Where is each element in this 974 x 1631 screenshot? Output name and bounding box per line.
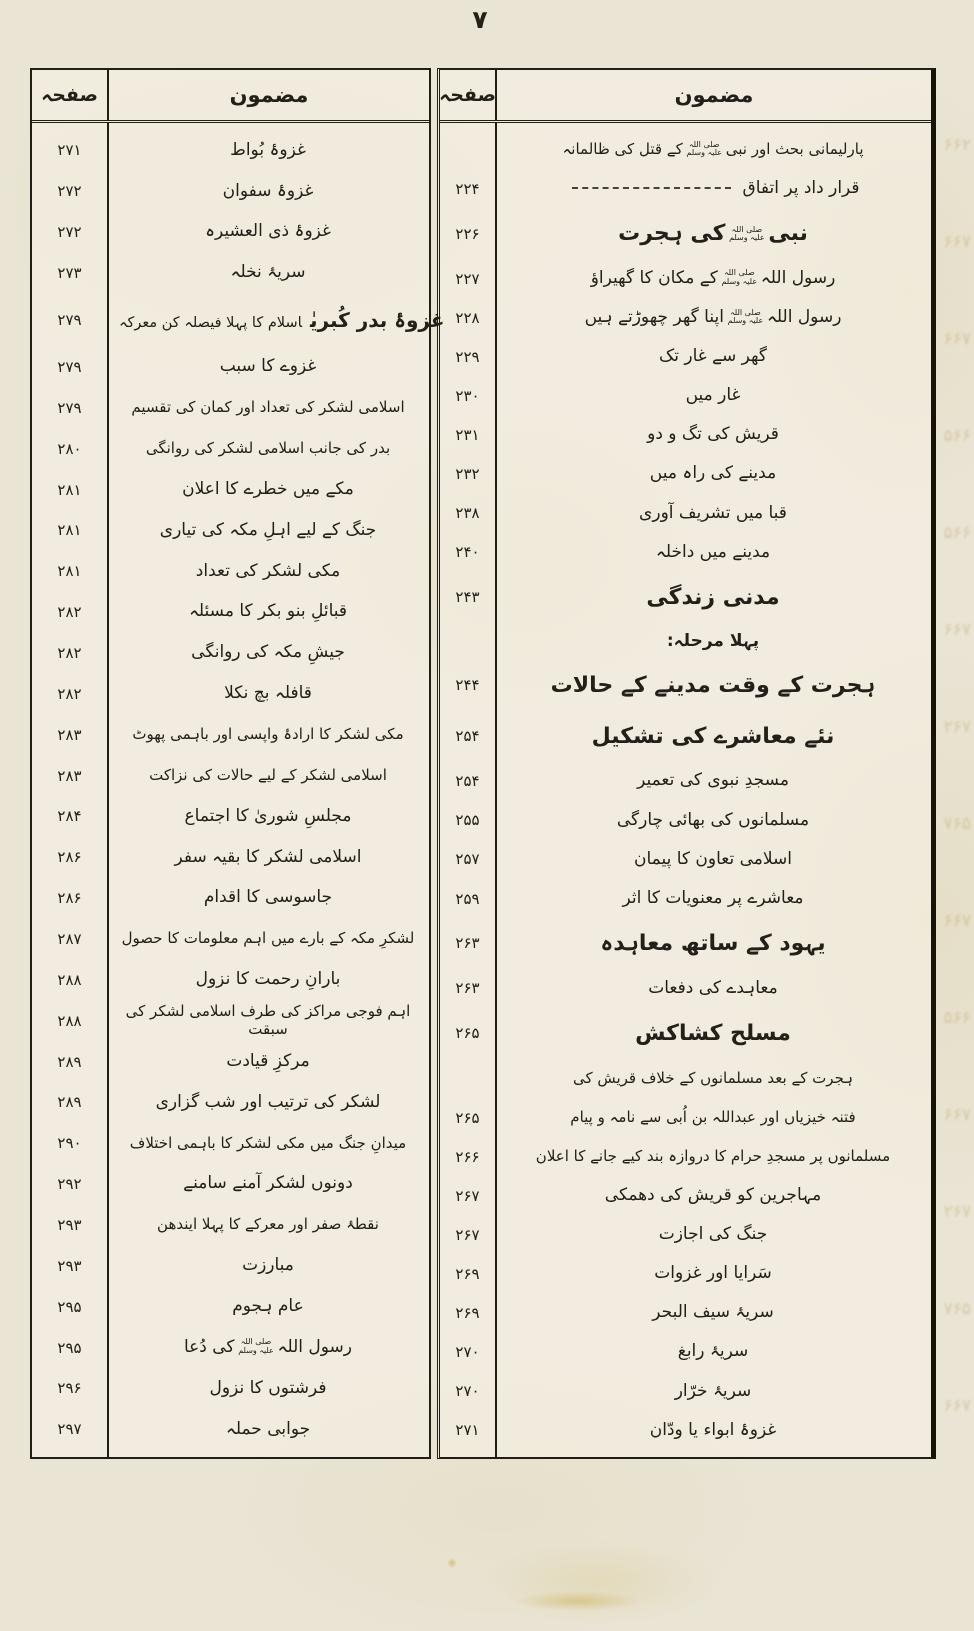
entry-text: گھر سے غار تک	[659, 346, 767, 367]
toc-row	[440, 337, 931, 376]
page-number: ۲۶۵	[455, 1024, 480, 1043]
toc-body-left	[32, 123, 445, 1457]
toc-header-right	[440, 70, 931, 123]
page-number: ۲۸۹	[57, 1052, 82, 1071]
entry-title	[495, 771, 931, 791]
page-number: ۲۴۴	[455, 676, 480, 695]
entry-title	[107, 888, 429, 908]
entry-text: سریۂ سیف البحر	[652, 1302, 774, 1323]
toc-row	[32, 1409, 429, 1450]
entry-text: مدنی زندگی	[646, 584, 780, 610]
toc-row	[440, 1059, 931, 1098]
page-number: ۲۷۰	[455, 1343, 480, 1362]
page-number: ۲۹۳	[57, 1216, 82, 1235]
page-number: ۲۸۰	[57, 439, 82, 458]
ink-bleedthrough: ۲۶۷	[943, 1202, 971, 1222]
toc-row	[32, 1000, 429, 1041]
entry-text: قافلہ بچ نکلا	[224, 683, 312, 704]
entry-title	[107, 480, 429, 500]
toc-row	[440, 494, 931, 533]
page-number: ۲۵۷	[455, 850, 480, 869]
entry-title	[495, 979, 931, 999]
page-number: ۲۲۶	[455, 224, 480, 243]
entry-text: مرکزِ قیادت	[226, 1050, 310, 1071]
toc-header-left	[32, 70, 429, 123]
page-number: ۲۸۷	[57, 930, 82, 949]
toc-row	[440, 455, 931, 494]
toc-table-left	[30, 68, 445, 1459]
entry-text: سریۂ نخلہ	[230, 262, 306, 283]
entry-text: سریۂ خرّار	[674, 1380, 752, 1401]
entry-title	[107, 970, 429, 990]
page-number: ۲۸۴	[57, 807, 82, 826]
entry-text: اہم فوجی مراکز کی طرف اسلامی لشکر کی سبقت	[125, 1002, 411, 1038]
entry-text: اسلامی لشکر کا بقیہ سفر	[174, 846, 362, 867]
toc-table-right	[437, 68, 936, 1459]
page-number: ۲۶۷	[455, 1225, 480, 1244]
page-number: ۲۸۶	[57, 848, 82, 867]
entry-text: مکی لشکر کا ارادۂ واپسی اور باہمی پھوٹ	[132, 725, 404, 744]
toc-row	[32, 469, 429, 510]
toc-row	[32, 755, 429, 796]
entry-text: عام ہجوم	[232, 1295, 304, 1316]
toc-row	[440, 623, 931, 660]
page-number: ۲۶۷	[455, 1186, 480, 1205]
entry-title	[495, 673, 931, 698]
entry-subtitle: اسلام کا پہلا فیصلہ کن معرکہ	[119, 314, 303, 331]
toc-row	[32, 1245, 429, 1286]
entry-title	[495, 931, 931, 956]
ink-bleedthrough: ۵۶۶	[943, 523, 971, 543]
page-number: ۲۸۸	[57, 970, 82, 989]
page-number: ۲۶۳	[455, 979, 480, 998]
entry-title	[107, 1003, 429, 1038]
toc-row	[440, 840, 931, 879]
page-number: ۲۸۳	[57, 766, 82, 785]
honorific-mark: صلی اللہ علیہ وسلم	[686, 140, 723, 158]
toc-row	[32, 1327, 429, 1368]
toc-row	[440, 298, 931, 337]
page-number: ۲۹۵	[57, 1338, 82, 1357]
toc-row	[440, 1008, 931, 1059]
entry-text: مہاجرین کو قریش کی دھمکی	[604, 1184, 822, 1205]
entry-title	[107, 643, 429, 663]
entry-text: بارانِ رحمت کا نزول	[195, 969, 341, 990]
entry-title	[107, 602, 429, 622]
toc-row	[440, 1176, 931, 1215]
entry-title	[495, 269, 931, 289]
entry-title	[107, 1093, 429, 1113]
toc-row	[440, 1372, 931, 1411]
page-number: ۲۲۸	[455, 308, 480, 327]
entry-text: پہلا مرحلہ:	[666, 630, 760, 651]
toc-row	[32, 1286, 429, 1327]
toc-row	[32, 1164, 429, 1205]
page-number: ۲۷۱	[57, 141, 82, 160]
page-number: ۲۳۸	[455, 504, 480, 523]
toc-row	[32, 959, 429, 1000]
page-number: ۲۸۸	[57, 1011, 82, 1030]
entry-title	[107, 1420, 429, 1440]
ink-bleedthrough: ۲۶۷	[943, 717, 971, 737]
page-number: ۲۲۹	[455, 347, 480, 366]
entry-title	[495, 811, 931, 831]
entry-title	[495, 632, 931, 652]
page-number: ۲۸۱	[57, 521, 82, 540]
honorific-mark: صلی اللہ علیہ وسلم	[721, 268, 758, 286]
page-number: ۲۷۳	[57, 264, 82, 282]
entry-title	[495, 464, 931, 484]
header-subject-label: مضمون	[229, 82, 309, 107]
entry-text: رسول اللہ	[760, 267, 836, 288]
page-number: ۲۵۴	[455, 727, 480, 746]
entry-title	[107, 930, 429, 947]
toc-row	[440, 130, 931, 169]
toc-row	[440, 169, 931, 208]
entry-title	[495, 1148, 931, 1165]
entry-text: مسلمانوں پر مسجدِ حرام کا دروازہ بند کیے جانے کا اعلان	[535, 1147, 891, 1165]
toc-row	[32, 387, 429, 428]
page-number: ۲۸۶	[57, 889, 82, 908]
entry-text: مسلح کشاکش	[635, 1020, 791, 1046]
toc-row	[32, 1368, 429, 1409]
entry-title	[495, 425, 931, 445]
entry-text: کی ہجرت	[618, 220, 726, 246]
entry-title	[495, 386, 931, 406]
entry-text: کے مکان کا گھیراؤ	[590, 267, 718, 288]
entry-title	[495, 850, 931, 870]
toc-row	[440, 1411, 931, 1450]
toc-row	[32, 171, 429, 212]
entry-title	[107, 399, 429, 416]
page-number: ۲۷۲	[57, 223, 82, 242]
entry-text: غزوۂ بُواط	[230, 139, 306, 160]
page-number: ۲۸۱	[57, 480, 82, 499]
toc-row	[440, 533, 931, 572]
entry-text: غزوۂ بدر کُبریٰ	[310, 307, 445, 332]
ink-bleedthrough: ۶۶۷	[943, 911, 971, 931]
column-divider	[107, 123, 109, 1457]
toc-row	[440, 762, 931, 801]
ink-bleedthrough: ۷۶۵	[943, 1299, 971, 1319]
page-number: ۲۶۹	[455, 1264, 480, 1283]
entry-title	[107, 726, 429, 743]
page-number: ۲۶۳	[455, 934, 480, 953]
page-number: ۲۹۷	[57, 1420, 82, 1439]
page-number: ۲۴۰	[455, 543, 480, 562]
page-number: ۲۸۲	[57, 644, 82, 662]
entry-title	[107, 1297, 429, 1317]
page-number: ۲۸۹	[57, 1093, 82, 1112]
page-number: ۲۹۳	[57, 1256, 82, 1275]
entry-text: سَرایا اور غزوات	[654, 1263, 772, 1284]
entry-text: دونوں لشکر آمنے سامنے	[183, 1173, 353, 1194]
entry-title	[107, 141, 429, 161]
entry-text: ہجرت کے بعد مسلمانوں کے خلاف قریش کی	[572, 1068, 854, 1087]
entry-text: مکے میں خطرے کا اعلان	[182, 478, 354, 499]
entry-text: اسلامی لشکر کے لیے حالات کی نزاکت	[149, 765, 387, 784]
entry-title	[107, 182, 429, 202]
entry-title	[107, 309, 449, 332]
entry-title	[495, 141, 931, 158]
toc-row	[32, 714, 429, 755]
ink-bleedthrough: ۶۶۷	[943, 620, 971, 640]
page-number: ۲۲۴	[455, 179, 480, 198]
ink-bleedthrough: ۶۶۷	[943, 329, 971, 349]
entry-text: میدانِ جنگ میں مکی لشکر کا باہمی اختلاف	[129, 1133, 407, 1152]
entry-text: رسول اللہ	[766, 306, 842, 327]
entry-text: لشکرِ مکہ کے بارے میں اہم معلومات کا حصول	[121, 929, 415, 948]
entry-title	[495, 308, 931, 328]
page-number: ۲۷۱	[455, 1421, 480, 1440]
entry-text: نبی	[768, 220, 808, 246]
toc-row	[32, 1123, 429, 1164]
entry-title	[107, 440, 429, 457]
entry-text: مدینے میں داخلہ	[655, 541, 771, 562]
page-number: ۲۷۲	[57, 182, 82, 201]
entry-title	[495, 889, 931, 909]
entry-text: غار میں	[685, 385, 741, 406]
page-number: ۲۷۹	[57, 357, 82, 376]
entry-text: غزوۂ ذی العشیرہ	[205, 221, 331, 242]
page-number: ۲۷۰	[455, 1382, 480, 1401]
entry-text: اپنا گھر چھوڑتے ہیں	[584, 306, 724, 327]
toc-row	[32, 796, 429, 837]
dashed-leader	[572, 187, 730, 189]
entry-title	[107, 562, 429, 582]
entry-text: جنگ کے لیے اہلِ مکہ کی تیاری	[159, 519, 377, 540]
entry-title	[107, 521, 429, 541]
page-number: ۲۳۰	[455, 386, 480, 405]
entry-title	[495, 1382, 931, 1402]
page-number: ۲۹۰	[57, 1134, 82, 1153]
entry-text: فرشتوں کا نزول	[209, 1377, 327, 1398]
toc-row	[440, 376, 931, 415]
entry-text: پارلیمانی بحث اور نبی	[725, 139, 864, 158]
toc-row	[32, 130, 429, 171]
entry-text: قبا میں تشریف آوری	[639, 502, 787, 523]
page-number: ۲۳۲	[455, 465, 480, 484]
entry-title	[495, 1021, 931, 1046]
entry-title	[107, 357, 429, 377]
page-number: ۲۷۹	[57, 398, 82, 417]
toc-body-right	[440, 123, 931, 1457]
page-number: ۲۸۳	[57, 725, 82, 744]
entry-title	[495, 1264, 931, 1284]
entry-title	[107, 1379, 429, 1399]
entry-text: معاہدے کی دفعات	[648, 977, 778, 998]
entry-text: معاشرے پر معنویات کا اثر	[622, 887, 804, 908]
honorific-mark: صلی اللہ علیہ وسلم	[729, 224, 765, 242]
entry-title	[107, 807, 429, 827]
entry-text: غزوۂ سفوان	[222, 180, 314, 201]
entry-title	[495, 347, 931, 367]
toc-row	[32, 1205, 429, 1246]
entry-text: قبائلِ بنو بکر کا مسئلہ	[188, 601, 348, 622]
honorific-mark: صلی اللہ علیہ وسلم	[727, 307, 764, 325]
ink-bleedthrough: ۶۶۷	[943, 232, 971, 252]
toc-row	[32, 878, 429, 919]
entry-text: سریۂ رابغ	[677, 1341, 749, 1362]
entry-text: نئے معاشرے کی تشکیل	[591, 723, 835, 749]
header-page-label: صفحہ	[440, 70, 497, 120]
entry-title	[107, 222, 429, 242]
ink-bleedthrough: ۵۶۶	[943, 1008, 971, 1028]
toc-row	[32, 293, 445, 346]
entry-text: قرار داد پر اتفاق	[742, 177, 860, 198]
page-number: ۲۲۷	[455, 269, 480, 288]
entry-text: کے قتل کی ظالمانہ	[562, 139, 683, 158]
entry-text: یہود کے ساتھ معاہدہ	[600, 930, 826, 956]
page-number: ۲۶۵	[455, 1108, 480, 1127]
entry-text: مکی لشکر کی تعداد	[195, 560, 341, 581]
entry-title	[495, 1421, 931, 1441]
entry-text: رسول اللہ	[277, 1336, 353, 1357]
entry-text: اسلامی تعاون کا پیمان	[633, 848, 793, 869]
entry-text: مدینے کی راہ میں	[649, 463, 777, 484]
page-number: ۲۶۶	[455, 1147, 480, 1166]
toc-row	[32, 551, 429, 592]
toc-row	[440, 1215, 931, 1254]
page-number: ۲۹۶	[57, 1379, 82, 1398]
toc-row	[440, 1254, 931, 1293]
toc-row	[440, 1333, 931, 1372]
toc-row	[440, 879, 931, 918]
entry-text: مجلسِ شوریٰ کا اجتماع	[184, 805, 352, 826]
honorific-mark: صلی اللہ علیہ وسلم	[238, 1337, 274, 1355]
page-number: ۲۹۲	[57, 1175, 82, 1194]
toc-row	[440, 801, 931, 840]
page-number-top: ۷	[472, 5, 488, 34]
toc-row	[32, 673, 429, 714]
toc-row	[440, 259, 931, 298]
entry-text: اسلامی لشکر کی تعداد اور کمان کی تقسیم	[131, 398, 405, 417]
page-number: ۲۸۲	[57, 603, 82, 622]
entry-text: مبارزت	[242, 1255, 294, 1276]
entry-title	[107, 1338, 429, 1358]
toc-row	[32, 633, 429, 674]
toc-row	[440, 918, 931, 969]
entry-text: مسجدِ نبوی کی تعمیر	[637, 770, 789, 791]
entry-title	[107, 767, 429, 784]
ink-bleedthrough: ۶۶۷	[943, 1396, 971, 1416]
ink-bleedthrough: ۵۶۶	[943, 426, 971, 446]
toc-row	[440, 1137, 931, 1176]
toc-row	[440, 416, 931, 455]
entry-title	[495, 543, 931, 563]
entry-title	[107, 1216, 429, 1233]
toc-row	[32, 253, 429, 294]
entry-text: جاسوسی کا اقدام	[203, 887, 333, 908]
entry-title	[107, 1052, 429, 1072]
page-number: ۲۳۱	[455, 426, 480, 445]
page-number: ۲۵۴	[455, 772, 480, 791]
toc-row	[32, 347, 429, 388]
entry-title	[495, 1342, 931, 1362]
ink-bleedthrough: ۶۶۲	[943, 135, 971, 155]
entry-text: جیشِ مکہ کی روانگی	[191, 642, 345, 663]
page-number: ۲۹۵	[57, 1297, 82, 1316]
page-number: ۲۷۹	[57, 311, 82, 329]
toc-row	[440, 660, 931, 711]
toc-row	[32, 428, 429, 469]
entry-text: جوابی حملہ	[225, 1418, 311, 1439]
header-subject-label: مضمون	[674, 82, 754, 107]
entry-text: قریش کی تگ و دو	[647, 424, 779, 445]
ink-bleedthrough: ۷۶۵	[943, 814, 971, 834]
page-number: ۲۸۲	[57, 684, 82, 703]
entry-text: غزوے کا سبب	[219, 356, 317, 377]
entry-title	[495, 1303, 931, 1323]
entry-text: مسلمانوں کی بھائی چارگی	[616, 809, 810, 830]
toc-row	[32, 837, 429, 878]
toc-row	[32, 919, 429, 960]
header-page-label: صفحہ	[32, 70, 109, 120]
entry-title	[495, 724, 931, 749]
entry-title	[107, 1174, 429, 1194]
entry-text: ہجرت کے وقت مدینے کے حالات	[550, 672, 876, 698]
entry-title	[107, 684, 429, 704]
entry-text: لشکر کی ترتیب اور شب گزاری	[155, 1091, 381, 1112]
entry-text: بدر کی جانب اسلامی لشکر کی روانگی	[145, 439, 391, 458]
entry-title	[495, 179, 931, 199]
entry-title	[495, 221, 931, 246]
entry-text: فتنہ خیزیاں اور عبداللہ بن اُبی سے نامہ و پیام	[570, 1107, 856, 1126]
entry-title	[495, 504, 931, 524]
ink-bleedthrough: ۶۶۷	[943, 1105, 971, 1125]
entry-title	[107, 263, 429, 283]
entry-title	[107, 1256, 429, 1276]
toc-row	[440, 208, 931, 259]
page-number: ۲۵۹	[455, 889, 480, 908]
column-divider	[495, 123, 497, 1457]
entry-title	[495, 585, 931, 610]
entry-title	[107, 1135, 429, 1152]
page-number: ۲۶۹	[455, 1304, 480, 1323]
toc-row	[32, 1041, 429, 1082]
entry-title	[495, 1225, 931, 1245]
page-number: ۲۵۵	[455, 811, 480, 830]
entry-title	[107, 848, 429, 868]
page-number: ۲۴۳	[455, 588, 480, 607]
entry-title	[495, 1186, 931, 1206]
entry-title	[495, 1109, 931, 1126]
entry-text: جنگ کی اجازت	[658, 1224, 768, 1245]
toc-row	[440, 711, 931, 762]
toc-row	[440, 1098, 931, 1137]
toc-row	[440, 969, 931, 1008]
toc-row	[440, 572, 931, 623]
entry-text: غزوۂ ابواء یا ودّان	[649, 1419, 777, 1440]
toc-row	[440, 1294, 931, 1333]
entry-text: کی دُعا	[183, 1336, 235, 1357]
entry-text: نقطۂ صفر اور معرکے کا پہلا ایندھن	[157, 1215, 379, 1234]
toc-row	[32, 1082, 429, 1123]
toc-row	[32, 212, 429, 253]
entry-title	[495, 1070, 931, 1087]
toc-row	[32, 510, 429, 551]
toc-row	[32, 592, 429, 633]
page-number: ۲۸۱	[57, 562, 82, 581]
